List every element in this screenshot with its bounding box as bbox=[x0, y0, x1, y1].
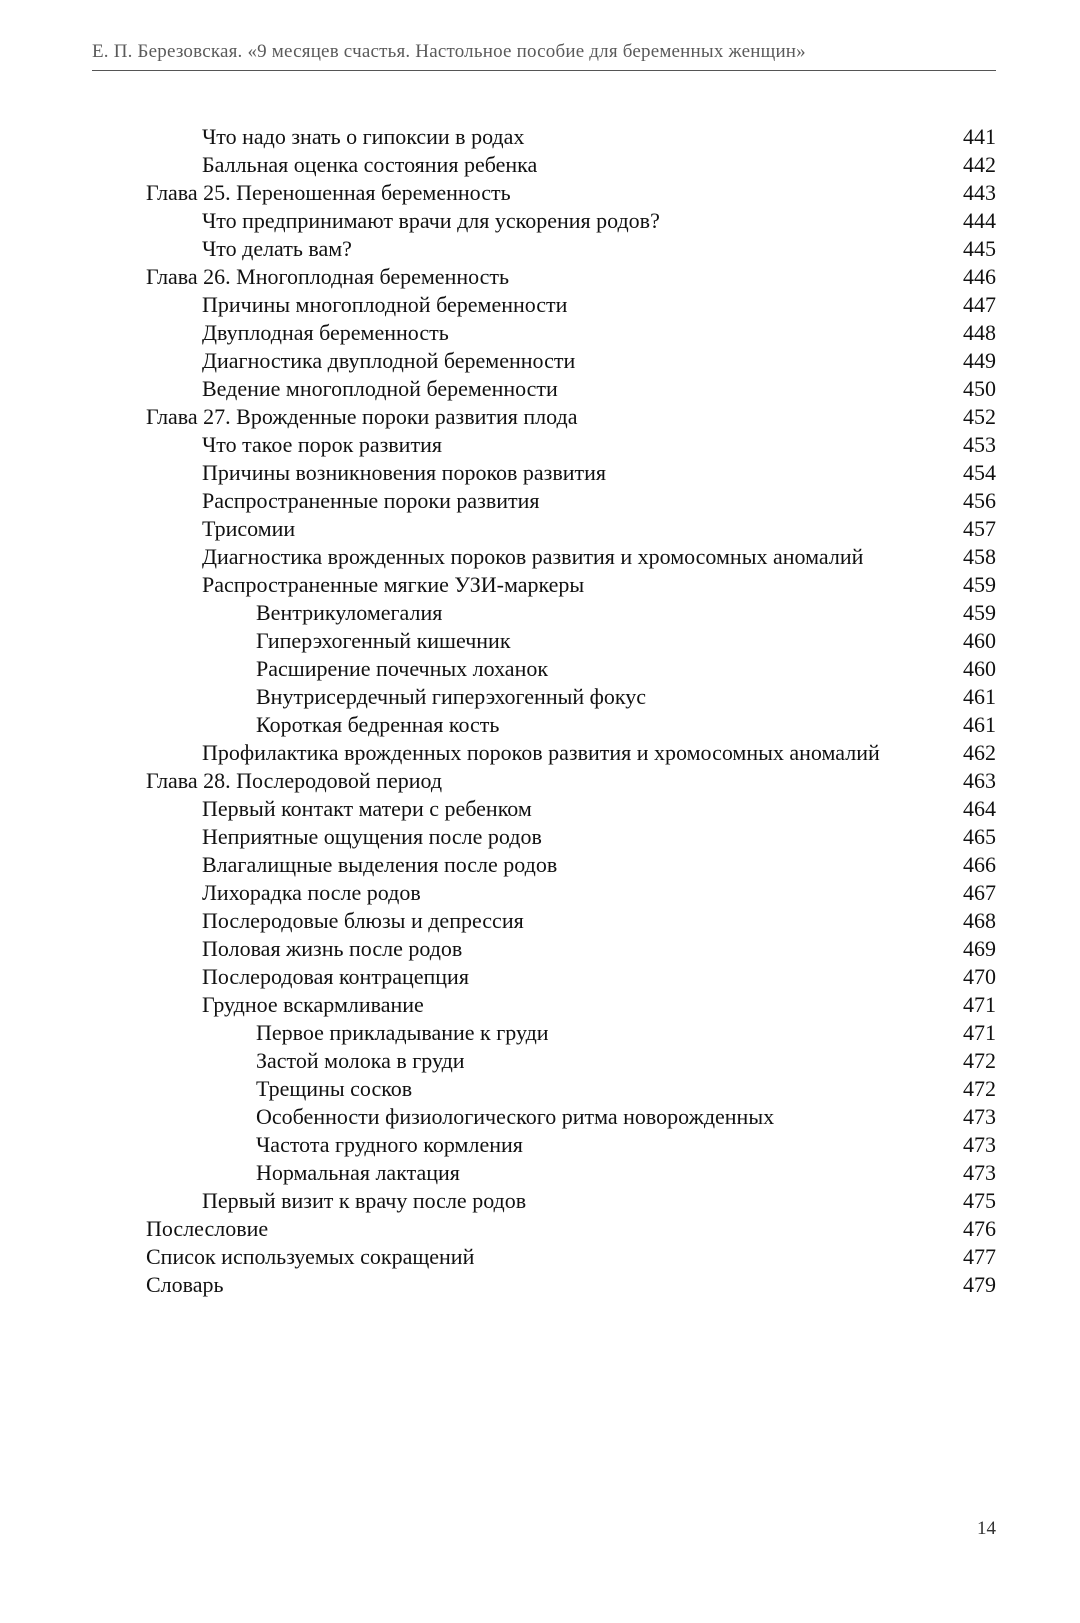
toc-entry-title: Короткая бедренная кость bbox=[256, 712, 500, 737]
toc-entry-page: 477 bbox=[963, 1244, 996, 1269]
toc-entry bbox=[146, 1187, 996, 1215]
toc-entry-page: 458 bbox=[963, 544, 996, 569]
toc-entry bbox=[146, 459, 996, 487]
toc-entry-page: 454 bbox=[963, 460, 996, 485]
toc-entry bbox=[146, 347, 996, 375]
toc-entry bbox=[146, 291, 996, 319]
table-of-contents bbox=[146, 123, 996, 1299]
toc-entry-page: 457 bbox=[963, 516, 996, 541]
toc-entry bbox=[146, 1103, 996, 1131]
toc-entry bbox=[146, 823, 996, 851]
toc-entry-page: 466 bbox=[963, 852, 996, 877]
toc-entry bbox=[146, 991, 996, 1019]
toc-entry bbox=[146, 403, 996, 431]
toc-entry bbox=[146, 795, 996, 823]
toc-entry-title: Распространенные мягкие УЗИ-маркеры bbox=[202, 572, 585, 597]
toc-entry-page: 444 bbox=[963, 208, 996, 233]
toc-entry bbox=[146, 151, 996, 179]
toc-entry bbox=[146, 739, 996, 767]
toc-entry bbox=[146, 851, 996, 879]
toc-entry-page: 472 bbox=[963, 1076, 996, 1101]
toc-entry-title: Балльная оценка состояния ребенка bbox=[202, 152, 538, 177]
toc-entry-page: 456 bbox=[963, 488, 996, 513]
toc-entry-page: 452 bbox=[963, 404, 996, 429]
toc-entry-page: 441 bbox=[963, 124, 996, 149]
toc-entry-title: Профилактика врожденных пороков развития и хромосомных аномалий bbox=[202, 740, 880, 765]
toc-entry-title: Застой молока в груди bbox=[256, 1048, 465, 1073]
toc-entry-page: 472 bbox=[963, 1048, 996, 1073]
toc-entry-title: Вентрикуломегалия bbox=[256, 600, 443, 625]
toc-entry bbox=[146, 935, 996, 963]
toc-entry-page: 442 bbox=[963, 152, 996, 177]
toc-entry-title: Первый контакт матери с ребенком bbox=[202, 796, 532, 821]
toc-entry-page: 450 bbox=[963, 376, 996, 401]
toc-entry-page: 468 bbox=[963, 908, 996, 933]
running-header: Е. П. Березовская. «9 месяцев счастья. Настольное пособие для беременных женщин» bbox=[92, 40, 996, 71]
toc-entry-title: Диагностика врожденных пороков развития и хромосомных аномалий bbox=[202, 544, 864, 569]
toc-entry-title: Грудное вскармливание bbox=[202, 992, 424, 1017]
toc-entry bbox=[146, 319, 996, 347]
toc-entry bbox=[146, 683, 996, 711]
toc-entry-title: Первый визит к врачу после родов bbox=[202, 1188, 527, 1213]
toc-entry bbox=[146, 123, 996, 151]
toc-entry bbox=[146, 655, 996, 683]
toc-entry-title: Словарь bbox=[146, 1272, 224, 1297]
toc-entry-title: Расширение почечных лоханок bbox=[256, 656, 549, 681]
toc-entry-page: 461 bbox=[963, 712, 996, 737]
toc-entry-page: 461 bbox=[963, 684, 996, 709]
toc-entry-title: Частота грудного кормления bbox=[256, 1132, 523, 1157]
toc-entry bbox=[146, 263, 996, 291]
toc-entry bbox=[146, 1243, 996, 1271]
toc-entry bbox=[146, 1047, 996, 1075]
toc-entry bbox=[146, 375, 996, 403]
toc-entry-page: 445 bbox=[963, 236, 996, 261]
toc-entry bbox=[146, 711, 996, 739]
toc-entry bbox=[146, 235, 996, 263]
toc-entry-page: 471 bbox=[963, 1020, 996, 1045]
toc-entry-page: 476 bbox=[963, 1216, 996, 1241]
toc-entry-page: 460 bbox=[963, 656, 996, 681]
toc-entry bbox=[146, 1019, 996, 1047]
toc-entry-title: Глава 26. Многоплодная беременность bbox=[146, 264, 510, 289]
toc-entry-title: Что делать вам? bbox=[202, 236, 352, 261]
toc-entry-title: Послесловие bbox=[146, 1216, 269, 1241]
toc-entry bbox=[146, 907, 996, 935]
toc-entry-page: 453 bbox=[963, 432, 996, 457]
toc-entry-page: 443 bbox=[963, 180, 996, 205]
toc-entry-page: 464 bbox=[963, 796, 996, 821]
toc-entry-page: 446 bbox=[963, 264, 996, 289]
toc-entry-page: 469 bbox=[963, 936, 996, 961]
toc-entry-title: Глава 28. Послеродовой период bbox=[146, 768, 443, 793]
toc-entry-title: Причины многоплодной беременности bbox=[202, 292, 568, 317]
toc-entry-page: 465 bbox=[963, 824, 996, 849]
toc-entry bbox=[146, 571, 996, 599]
page-number: 14 bbox=[977, 1518, 996, 1539]
toc-entry-title: Что такое порок развития bbox=[202, 432, 442, 457]
toc-entry bbox=[146, 207, 996, 235]
toc-entry-title: Влагалищные выделения после родов bbox=[202, 852, 558, 877]
toc-entry-title: Половая жизнь после родов bbox=[202, 936, 463, 961]
toc-entry bbox=[146, 1131, 996, 1159]
toc-entry bbox=[146, 963, 996, 991]
toc-entry-title: Гиперэхогенный кишечник bbox=[256, 628, 511, 653]
toc-entry bbox=[146, 879, 996, 907]
toc-entry-title: Послеродовые блюзы и депрессия bbox=[202, 908, 524, 933]
toc-entry-title: Распространенные пороки развития bbox=[202, 488, 540, 513]
toc-entry-title: Список используемых сокращений bbox=[146, 1244, 475, 1269]
toc-entry-page: 459 bbox=[963, 572, 996, 597]
toc-entry-title: Трисомии bbox=[202, 516, 296, 541]
toc-entry-title: Послеродовая контрацепция bbox=[202, 964, 469, 989]
toc-entry-page: 473 bbox=[963, 1104, 996, 1129]
toc-entry bbox=[146, 1075, 996, 1103]
toc-entry-page: 460 bbox=[963, 628, 996, 653]
toc-entry-title: Причины возникновения пороков развития bbox=[202, 460, 607, 485]
toc-entry bbox=[146, 1159, 996, 1187]
toc-entry bbox=[146, 431, 996, 459]
toc-entry bbox=[146, 487, 996, 515]
toc-entry bbox=[146, 543, 996, 571]
toc-entry-title: Внутрисердечный гиперэхогенный фокус bbox=[256, 684, 647, 709]
toc-entry-page: 475 bbox=[963, 1188, 996, 1213]
toc-entry-title: Неприятные ощущения после родов bbox=[202, 824, 542, 849]
toc-entry-title: Трещины сосков bbox=[256, 1076, 413, 1101]
toc-entry-title: Глава 25. Переношенная беременность bbox=[146, 180, 511, 205]
toc-entry-title: Первое прикладывание к груди bbox=[256, 1020, 549, 1045]
toc-entry-title: Диагностика двуплодной беременности bbox=[202, 348, 576, 373]
toc-entry bbox=[146, 627, 996, 655]
toc-entry bbox=[146, 179, 996, 207]
toc-entry bbox=[146, 1215, 996, 1243]
toc-entry-page: 448 bbox=[963, 320, 996, 345]
toc-entry-title: Двуплодная беременность bbox=[202, 320, 449, 345]
toc-entry-title: Что предпринимают врачи для ускорения родов? bbox=[202, 208, 660, 233]
toc-entry-page: 447 bbox=[963, 292, 996, 317]
toc-entry-page: 467 bbox=[963, 880, 996, 905]
toc-entry-page: 473 bbox=[963, 1132, 996, 1157]
toc-entry-page: 462 bbox=[963, 740, 996, 765]
toc-entry bbox=[146, 767, 996, 795]
toc-entry-page: 463 bbox=[963, 768, 996, 793]
toc-entry-page: 470 bbox=[963, 964, 996, 989]
toc-entry-title: Особенности физиологического ритма новорожденных bbox=[256, 1104, 775, 1129]
toc-entry-title: Что надо знать о гипоксии в родах bbox=[202, 124, 525, 149]
toc-entry-title: Лихорадка после родов bbox=[202, 880, 421, 905]
toc-entry-title: Ведение многоплодной беременности bbox=[202, 376, 558, 401]
toc-entry-title: Глава 27. Врожденные пороки развития плода bbox=[146, 404, 578, 429]
toc-entry-page: 449 bbox=[963, 348, 996, 373]
toc-entry bbox=[146, 1271, 996, 1299]
toc-entry bbox=[146, 515, 996, 543]
toc-entry-page: 471 bbox=[963, 992, 996, 1017]
toc-entry-page: 459 bbox=[963, 600, 996, 625]
toc-entry-page: 479 bbox=[963, 1272, 996, 1297]
toc-entry-page: 473 bbox=[963, 1160, 996, 1185]
toc-entry-title: Нормальная лактация bbox=[256, 1160, 460, 1185]
toc-entry bbox=[146, 599, 996, 627]
